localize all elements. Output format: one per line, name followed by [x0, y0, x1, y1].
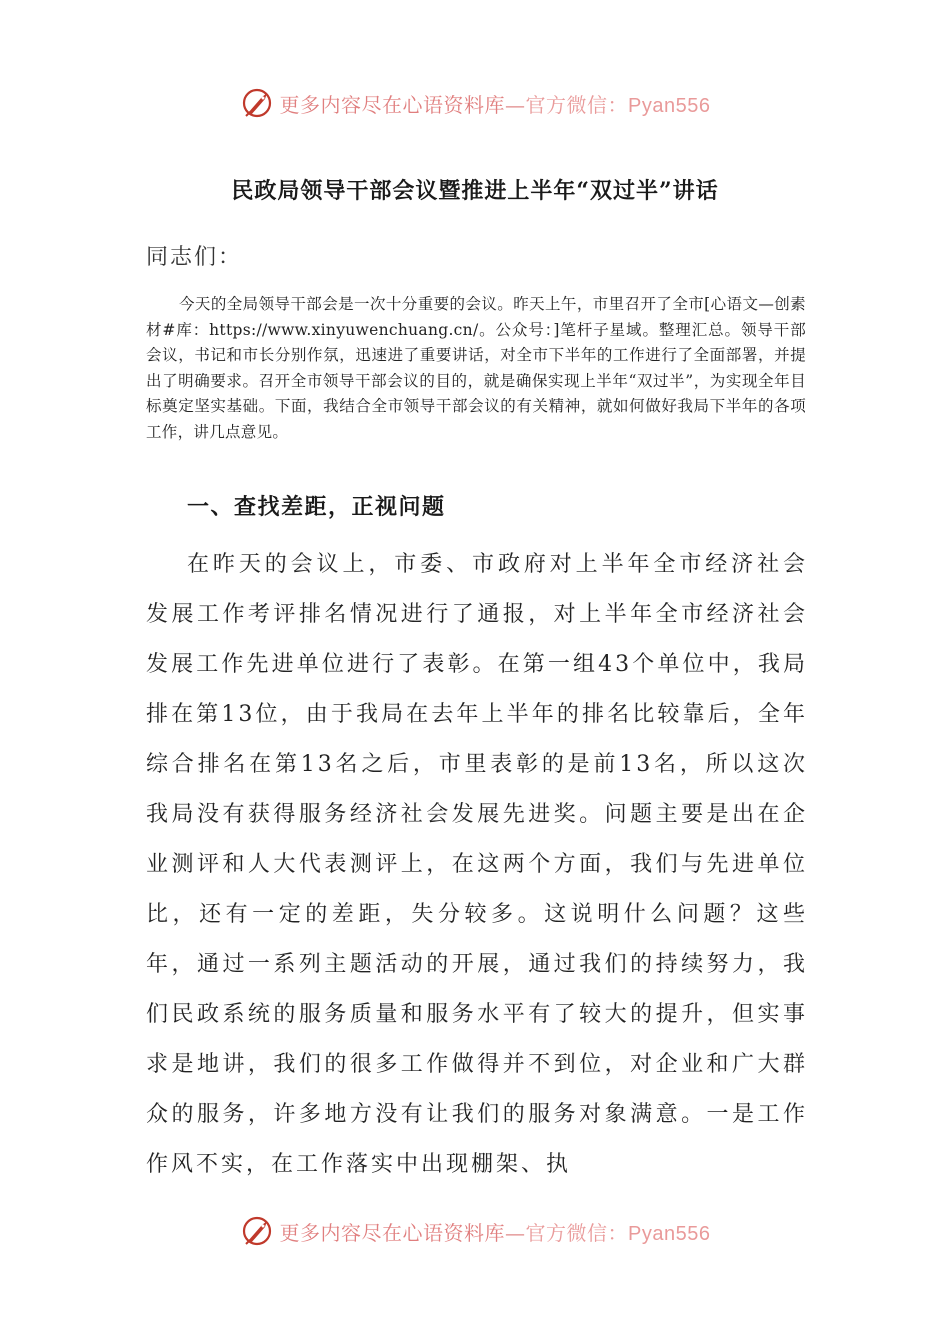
header-wechat-id: Pyan556	[628, 94, 711, 117]
footer-separator: —	[505, 1220, 526, 1245]
section-paragraph: 在昨天的会议上，市委、市政府对上半年全市经济社会发展工作考评排名情况进行了通报，对上半年全市经济社会发展工作先进单位进行了表彰。在第一组43个单位中，我局排在第13位，由于我局在去年上半年的排名比较靠后，全年综合排名在第13名之后，市里表彰的是前13名，所以这次我局没有获得服务经济社会发展先进奖。问题主要是出在企业测评和人大代表测评上，在这两个方面，我们与先进单位比，还有一定的差距，失分较多。这说明什么问题？这些年，通过一系列主题活动的开展，通过我们的持续努力，我们民政系统的服务质量和服务水平有了较大的提升，但实事求是地讲，我们的很多工作做得并不到位，对企业和广大群众的服务，许多地方没有让我们的服务对象满意。一是工作作风不实，在工作落实中出现棚架、执	[146, 552, 808, 1177]
greeting: 同志们：	[146, 245, 243, 270]
header-separator: —	[505, 92, 526, 117]
section-heading: 一、查找差距，正视问题	[187, 494, 446, 520]
footer-wechat-id: Pyan556	[628, 1222, 711, 1245]
intro-paragraph: 今天的全局领导干部会是一次十分重要的会议。昨天上午，市里召开了全市[心语文—创素材#库：https://www.xinyuwenchuang.cn/。公众号：]笔杆子星域。整理汇总。领导干部会议，书记和市长分别作氛，迅速进了重要讲话，对全市下半年的工作进行了全面部署，并提出了明确要求。召开全市领导干部会议的目的，就是确保实现上半年“双过半”，为实现全年目标奠定坚实基础。下面，我结合全市领导干部会议的有关精神，就如何做好我局下半年的各项工作，讲几点意见。	[146, 295, 806, 441]
pen-nib-logo-icon	[240, 86, 274, 120]
header-banner	[0, 78, 950, 128]
footer-banner-text	[280, 1217, 711, 1246]
footer-banner	[0, 1206, 950, 1256]
header-wechat-label: 官方微信：	[525, 92, 629, 117]
footer-site-name: 更多内容尽在心语资料库	[279, 1220, 506, 1245]
footer-wechat-label: 官方微信：	[525, 1220, 629, 1245]
header-site-name: 更多内容尽在心语资料库	[279, 92, 506, 117]
document-title: 民政局领导干部会议暨推进上半年“双过半”讲话	[231, 178, 719, 204]
pen-nib-logo-icon	[240, 1214, 274, 1248]
header-banner-text	[280, 89, 711, 118]
